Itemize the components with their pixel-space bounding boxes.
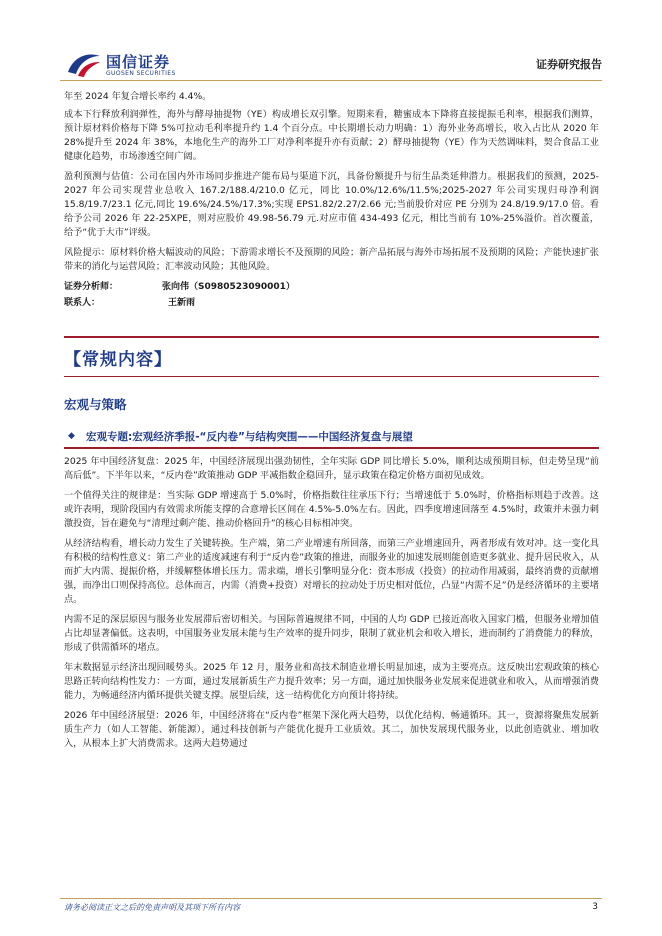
- body-paragraph: 内需不足的深层原因与服务业发展滞后密切相关。与国际普遍规律不同，中国的人均 GDP 已接近高收入国家门槛，但服务业增加值占比却显著偏低。这表明，中国服务业发展未能与生产效率的提升同步，限制了就业机会和收入增长，进而制约了消费能力的释放，形成了供需循环的堵点。: [64, 614, 599, 653]
- topic-heading: [64, 427, 599, 449]
- footer-divider: [60, 898, 602, 899]
- logo-mark-icon: [66, 50, 102, 78]
- contact-value: 王新雨: [168, 298, 196, 308]
- report-type-label: 证券研究报告: [536, 58, 602, 71]
- summary-cost-paragraph: 成本下行释放利润弹性，海外与酵母抽提物（YE）构成增长双引擎。短期来看，糖蜜成本下降将直接提振毛利率，根据我们测算，预计原材料价格每下降 5%可拉动毛利率提升约 1.4 个百分点。中长期增长动力明确：1）海外业务高增长，收入占比从 2020 年 28%提升至 2024 年 38%，本地化生产的海外工厂对净利率提升亦有贡献；2）酵母抽提物（YE）作为天然调味料，契合食品工业健康化趋势，市场渗透空间广阔。: [64, 109, 599, 162]
- body-paragraph: 一个值得关注的规律是：当实际 GDP 增速高于 5.0%时，价格指数往往承压下行；当增速低于 5.0%时，价格指标则趋于改善。这或许表明，现阶段国内有效需求所能支撑的合意增长区间在 4.5%-5.0%左右。因此，四季度增速回落至 4.5%时，政策并未强力刺激投资，旨在避免与“清理过剩产能、推动价格回升”的核心目标相冲突。: [64, 490, 599, 529]
- section-subtitle: 宏观与策略: [64, 397, 127, 412]
- logo-text-cn: 国信证券: [106, 53, 171, 71]
- analyst-value: 张向伟（S0980523090001）: [162, 282, 295, 292]
- page-header: [0, 0, 662, 82]
- header-divider: [60, 80, 602, 81]
- main-content: [64, 90, 599, 757]
- summary-intro: 年至 2024 年复合增长率约 4.4%。: [64, 91, 212, 102]
- body-paragraph: 2025 年中国经济复盘：2025 年，中国经济展现出强劲韧性，全年实际 GDP 同比增长 5.0%，顺利达成预期目标，但走势呈现“前高后低”。下半年以来，“反内卷”政策推动 GDP 平减指数企稳回升，显示政策在稳定价格方面初见成效。: [64, 456, 599, 481]
- topic-title: 宏观专题:宏观经济季报-“反内卷”与结构突围——中国经济复盘与展望: [86, 431, 413, 443]
- body-paragraph: 年末数据显示经济出现回暖势头。2025 年 12 月，服务业和高技术制造业增长明显加速，成为主要亮点。这反映出宏观政策的核心思路正转向结构性发力：一方面，通过发展新质生产力提升效率；另一方面，通过加快服务业发展来促进就业和收入，从而增强消费能力，为畅通经济内循环提供关键支撑。展望后续，这一结构优化方向预计将持续。: [64, 662, 599, 701]
- summary-valuation-paragraph: 盈利预测与估值：公司在国内外市场同步推进产能布局与渠道下沉，具备份额提升与衍生品类延伸潜力。根据我们的预测，2025-2027 年公司实现营业总收入 167.2/188.4/210.0 亿元，同比 10.0%/12.6%/11.5%;2025-2027 年公司实现归母净利润 15.8/19.7/23.1 亿元,同比 19.6%/24.5%/17.3%;实现 EPS1.82/2.27/2.66 元;当前股价对应 PE 分别为 24.8/19.9/17.0 倍。看给予公司 2026 年 22-25XPE，则对应股价 49.98-56.79 元.对应市值 434-493 亿元，相比当前有 10%-25%溢价。首次覆盖，给予“优于大市”评级。: [64, 171, 599, 238]
- analyst-label: 证券分析师：: [64, 282, 119, 292]
- company-logo: [66, 50, 186, 80]
- contact-label: 联系人：: [64, 298, 101, 308]
- section-title-bar: [64, 336, 599, 377]
- contact-line: [64, 296, 599, 310]
- page-number: 3: [592, 902, 598, 912]
- section-title: 【常规内容】: [64, 349, 172, 370]
- body-paragraph: 从经济结构看，增长动力发生了关键转换。生产端，第二产业增速有所回落，而第三产业增速回升，两者形成有效对冲。这一变化具有积极的结构性意义：第二产业的适度减速有利于“反内卷”政策的推进，而服务业的加速发展则能创造更多就业、提升居民收入，从而扩大内需、提振价格，并缓解整体增长压力。需求端，增长引擎明显分化：资本形成（投资）的拉动作用减弱，最终消费的贡献增强，而净出口则保持高位。总体而言，内需（消费+投资）对增长的拉动处于历史相对低位，凸显“内需不足”仍是经济循环的主要堵点。: [64, 538, 599, 605]
- body-paragraph: 2026 年中国经济展望：2026 年，中国经济将在“反内卷”框架下深化两大趋势，以优化结构、畅通循环。其一，资源将聚焦发展新质生产力（如人工智能、新能源），通过科技创新与产能优化提升工业质效。其二，加快发展现代服务业，以此创造就业、增加收入，从根本上扩大消费需求。这两大趋势通过: [64, 710, 599, 749]
- analyst-line: [64, 280, 599, 294]
- logo-text-en: GUOSEN SECURITIES: [106, 70, 176, 77]
- diamond-bullet-icon: ◆: [68, 431, 75, 441]
- summary-risk-paragraph: 风险提示：原材料价格大幅波动的风险；下游需求增长不及预期的风险；新产品拓展与海外市场拓展不及预期的风险；产能快速扩张带来的消化与运营风险；汇率波动风险；其他风险。: [64, 247, 599, 272]
- footer-disclaimer: 请务必阅读正文之后的免责声明及其项下所有内容: [64, 903, 240, 912]
